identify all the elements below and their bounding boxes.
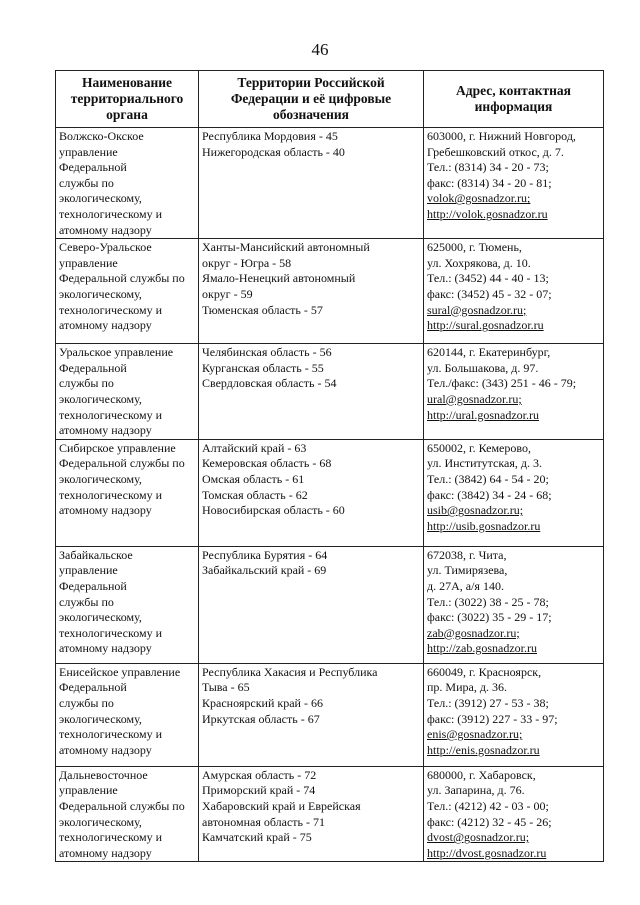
header-line: территориального [70, 91, 184, 106]
body-name-line: атомному надзору [59, 845, 152, 860]
address-line: ул. Тимирязева, [427, 563, 508, 578]
address-line: факс: (3022) 35 - 29 - 17; [427, 610, 552, 625]
territory-line: Хабаровский край и Еврейская [202, 798, 361, 813]
address-line: Тел.: (4212) 42 - 03 - 00; [427, 798, 549, 813]
address-cell [424, 239, 604, 344]
body-name-line: Федеральной службы по [59, 271, 185, 286]
territory-line: Иркутская область - 67 [202, 711, 320, 726]
body-name-cell [56, 663, 199, 766]
body-name-line: атомному надзору [59, 222, 152, 237]
address-line: 660049, г. Красноярск, [427, 664, 542, 679]
website-link[interactable]: http://dvost.gosnadzor.ru [427, 845, 547, 860]
body-name-line: Федеральной [59, 160, 127, 175]
territories-cell [199, 439, 424, 546]
body-name-line: Уральское управление [59, 345, 174, 360]
address-cell [424, 546, 604, 663]
body-name-line: атомному надзору [59, 423, 152, 438]
table-row [56, 663, 604, 766]
territory-line: Республика Хакасия и Республика [202, 664, 378, 679]
email-link[interactable]: zab@gosnadzor.ru; [427, 625, 520, 640]
address-line: факс: (8314) 34 - 20 - 81; [427, 175, 552, 190]
address-cell [424, 663, 604, 766]
territory-line: Кемеровская область - 68 [202, 456, 332, 471]
address-line: Гребешковский откос, д. 7. [427, 144, 564, 159]
body-name-cell [56, 344, 199, 440]
address-line: Тел.: (3842) 64 - 54 - 20; [427, 471, 549, 486]
territory-line: Ханты-Мансийский автономный [202, 240, 370, 255]
body-name-line: Федеральной [59, 680, 127, 695]
address-line: 650002, г. Кемерово, [427, 440, 531, 455]
address-line: Тел.: (3912) 27 - 53 - 38; [427, 695, 549, 710]
address-line: ул. Хохрякова, д. 10. [427, 255, 531, 270]
website-link[interactable]: http://zab.gosnadzor.ru [427, 641, 537, 656]
address-line: 620144, г. Екатеринбург, [427, 345, 551, 360]
territory-line: Свердловская область - 54 [202, 376, 337, 391]
body-name-line: управление [59, 783, 118, 798]
body-name-line: службы по [59, 175, 114, 190]
territory-line: Томская область - 62 [202, 487, 308, 502]
territory-line: Республика Мордовия - 45 [202, 129, 338, 143]
header-line: органа [106, 107, 148, 122]
body-name-line: Северо-Уральское [59, 240, 152, 255]
body-name-line: атомному надзору [59, 318, 152, 333]
website-link[interactable]: http://ural.gosnadzor.ru [427, 407, 539, 422]
territory-line: Тыва - 65 [202, 680, 250, 695]
territory-line: округ - Югра - 58 [202, 255, 292, 270]
body-name-line: Дальневосточное [59, 767, 148, 782]
body-name-line: экологическому, [59, 286, 142, 301]
territories-cell [199, 128, 424, 239]
body-name-line: Федеральной [59, 578, 127, 593]
body-name-cell [56, 128, 199, 239]
body-name-line: Федеральной службы по [59, 798, 185, 813]
website-link[interactable]: http://sural.gosnadzor.ru [427, 318, 544, 333]
table-row [56, 439, 604, 546]
body-name-line: Сибирское управление [59, 440, 176, 455]
email-link[interactable]: ural@gosnadzor.ru; [427, 391, 522, 406]
email-link[interactable]: volok@gosnadzor.ru; [427, 191, 531, 206]
body-name-cell [56, 239, 199, 344]
body-name-line: службы по [59, 594, 114, 609]
body-name-line: атомному надзору [59, 641, 152, 656]
address-line: Тел.: (3452) 44 - 40 - 13; [427, 271, 549, 286]
address-cell [424, 439, 604, 546]
address-line: факс: (4212) 32 - 45 - 26; [427, 814, 552, 829]
territory-line: Забайкальский край - 69 [202, 563, 327, 578]
body-name-line: технологическому и [59, 727, 163, 742]
territory-line: Амурская область - 72 [202, 767, 317, 782]
body-name-line: технологическому и [59, 407, 163, 422]
territory-line: Камчатский край - 75 [202, 830, 312, 845]
territory-line: автономная область - 71 [202, 814, 325, 829]
address-line: факс: (3452) 45 - 32 - 07; [427, 286, 552, 301]
website-link[interactable]: http://volok.gosnadzor.ru [427, 206, 548, 221]
table-row [56, 344, 604, 440]
address-line: пр. Мира, д. 36. [427, 680, 507, 695]
territory-line: Ямало-Ненецкий автономный [202, 271, 356, 286]
territories-cell [199, 766, 424, 862]
territories-cell [199, 344, 424, 440]
body-name-line: экологическому, [59, 814, 142, 829]
address-line: ул. Запарина, д. 76. [427, 783, 525, 798]
website-link[interactable]: http://usib.gosnadzor.ru [427, 518, 541, 533]
body-name-cell [56, 546, 199, 663]
territorial-bodies-table [55, 70, 604, 862]
address-line: факс: (3842) 34 - 24 - 68; [427, 487, 552, 502]
territory-line: Курганская область - 55 [202, 360, 324, 375]
website-link[interactable]: http://enis.gosnadzor.ru [427, 742, 540, 757]
header-address [424, 71, 604, 128]
header-line: Федерации и её цифровые [230, 91, 392, 106]
body-name-line: экологическому, [59, 471, 142, 486]
header-territories [199, 71, 424, 128]
body-name-line: управление [59, 144, 118, 159]
territory-line: Республика Бурятия - 64 [202, 547, 328, 562]
body-name-line: технологическому и [59, 206, 163, 221]
table-row [56, 128, 604, 239]
territory-line: Новосибирская область - 60 [202, 503, 345, 518]
header-line: Наименование [82, 75, 172, 90]
table-row [56, 766, 604, 862]
table-row [56, 546, 604, 663]
body-name-line: Забайкальское [59, 547, 133, 562]
body-name-line: Енисейское управление [59, 664, 181, 679]
territory-line: Приморский край - 74 [202, 783, 316, 798]
body-name-line: атомному надзору [59, 503, 152, 518]
address-line: 603000, г. Нижний Новгород, [427, 129, 576, 143]
body-name-cell [56, 766, 199, 862]
territory-line: Омская область - 61 [202, 471, 305, 486]
email-link[interactable]: dvost@gosnadzor.ru; [427, 830, 530, 845]
territory-line: Нижегородская область - 40 [202, 144, 345, 159]
header-row [56, 71, 604, 128]
territories-cell [199, 239, 424, 344]
body-name-line: Волжско-Окское [59, 129, 144, 143]
territory-line: Челябинская область - 56 [202, 345, 332, 360]
header-name [56, 71, 199, 128]
body-name-line: технологическому и [59, 302, 163, 317]
header-line: Территории Российской [237, 75, 385, 90]
address-line: факс: (3912) 227 - 33 - 97; [427, 711, 558, 726]
address-line: Тел.: (8314) 34 - 20 - 73; [427, 160, 549, 175]
territory-line: Красноярский край - 66 [202, 695, 323, 710]
table-row [56, 239, 604, 344]
header-line: Адрес, контактная [456, 83, 571, 98]
address-line: 672038, г. Чита, [427, 547, 507, 562]
body-name-line: службы по [59, 695, 114, 710]
address-line: 625000, г. Тюмень, [427, 240, 522, 255]
address-cell [424, 128, 604, 239]
body-name-line: атомному надзору [59, 742, 152, 757]
address-line: ул. Большакова, д. 97. [427, 360, 539, 375]
address-line: д. 27А, а/я 140. [427, 578, 504, 593]
address-line: Тел.: (3022) 38 - 25 - 78; [427, 594, 549, 609]
body-name-line: экологическому, [59, 191, 142, 206]
email-link[interactable]: sural@gosnadzor.ru; [427, 302, 527, 317]
email-link[interactable]: usib@gosnadzor.ru; [427, 503, 524, 518]
header-line: информация [474, 99, 553, 114]
address-line: 680000, г. Хабаровск, [427, 767, 536, 782]
body-name-line: экологическому, [59, 391, 142, 406]
territories-cell [199, 546, 424, 663]
body-name-line: Федеральной службы по [59, 456, 185, 471]
address-cell [424, 344, 604, 440]
body-name-line: службы по [59, 376, 114, 391]
body-name-line: экологическому, [59, 711, 142, 726]
territories-cell [199, 663, 424, 766]
territory-line: округ - 59 [202, 286, 253, 301]
body-name-line: экологическому, [59, 610, 142, 625]
territory-line: Тюменская область - 57 [202, 302, 323, 317]
body-name-line: технологическому и [59, 830, 163, 845]
address-cell [424, 766, 604, 862]
body-name-cell [56, 439, 199, 546]
address-line: Тел./факс: (343) 251 - 46 - 79; [427, 376, 577, 391]
body-name-line: технологическому и [59, 625, 163, 640]
address-line: ул. Институтская, д. 3. [427, 456, 542, 471]
body-name-line: управление [59, 255, 118, 270]
header-line: обозначения [273, 107, 349, 122]
body-name-line: управление [59, 563, 118, 578]
email-link[interactable]: enis@gosnadzor.ru; [427, 727, 523, 742]
territory-line: Алтайский край - 63 [202, 440, 307, 455]
body-name-line: технологическому и [59, 487, 163, 502]
page-number: 46 [311, 40, 329, 59]
body-name-line: Федеральной [59, 360, 127, 375]
